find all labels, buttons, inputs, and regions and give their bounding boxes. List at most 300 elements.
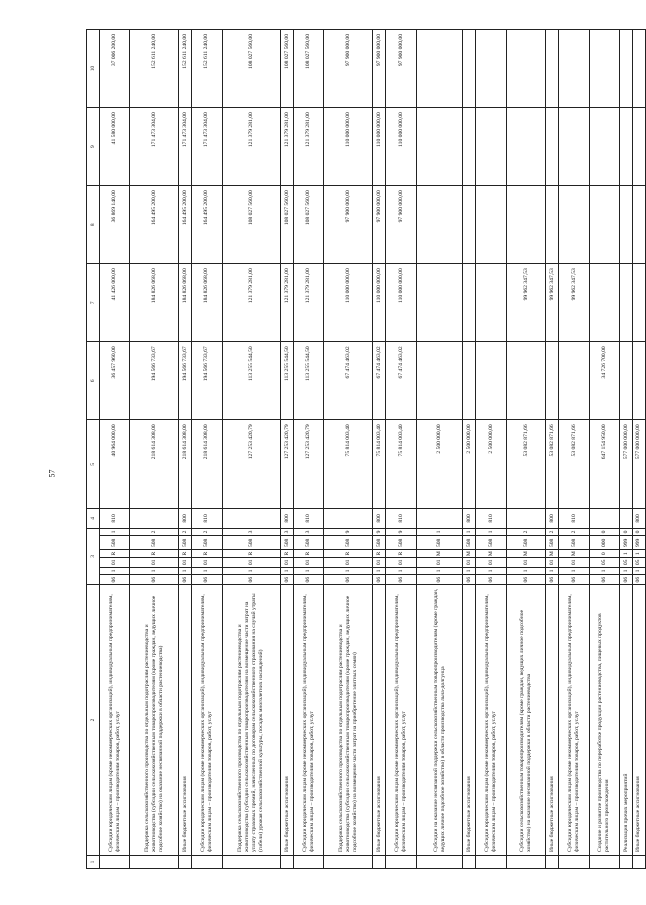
amount-v9: 110 000 000,00 bbox=[386, 108, 416, 186]
amount-v8 bbox=[559, 186, 589, 264]
amount-v9 bbox=[476, 108, 506, 186]
amount-v6: 194 566 733,67 bbox=[130, 342, 179, 420]
table-row bbox=[99, 30, 129, 869]
amount-v8: 36 869 140,00 bbox=[99, 186, 129, 264]
amount-v6 bbox=[620, 342, 633, 420]
target-code-part: М bbox=[506, 550, 546, 558]
amount-v7: 110 000 000,00 bbox=[324, 264, 373, 342]
amount-v10: 97 900 000,00 bbox=[324, 30, 373, 108]
amount-v6: 67 474 463,02 bbox=[386, 342, 416, 420]
target-code-part: R bbox=[222, 550, 280, 558]
expense-type bbox=[620, 509, 633, 529]
table-row bbox=[546, 30, 559, 869]
expense-type: 800 bbox=[546, 509, 559, 529]
amount-v5: 127 253 420,79 bbox=[293, 420, 323, 509]
column-number: 1 bbox=[87, 856, 100, 869]
amount-v10 bbox=[559, 30, 589, 108]
expense-type: 800 bbox=[179, 509, 192, 529]
row-name: Субсидии на оказание несвязанной поддержки сельскохозяйственным товаропроизводителям (кроме граждан, ведущих личное подсобное хозяйство) в области производства льна-долгунца bbox=[416, 585, 463, 856]
amount-v5: 577 000 000,00 bbox=[620, 420, 633, 509]
target-code-part: 508 bbox=[324, 536, 373, 550]
amount-v6 bbox=[546, 342, 559, 420]
target-code-part: М bbox=[476, 550, 506, 558]
amount-v7 bbox=[620, 264, 633, 342]
row-marker-cell bbox=[463, 856, 476, 869]
column-number: 8 bbox=[87, 186, 100, 264]
expense-type bbox=[222, 509, 280, 529]
target-code-part: 1 bbox=[589, 567, 619, 575]
target-code-part: 508 bbox=[506, 536, 546, 550]
row-name: Иные бюджетные ассигнования bbox=[632, 585, 645, 856]
row-marker-cell bbox=[506, 856, 546, 869]
amount-v6: 34 726 700,00 bbox=[589, 342, 619, 420]
amount-v9: 171 473 304,00 bbox=[130, 108, 179, 186]
amount-v5: 218 614 308,00 bbox=[179, 420, 192, 509]
amount-v7: 110 000 000,00 bbox=[386, 264, 416, 342]
target-code-part: 06 bbox=[620, 575, 633, 585]
amount-v9: 171 473 304,00 bbox=[192, 108, 222, 186]
target-code-part: 06 bbox=[476, 575, 506, 585]
target-code-part: 06 bbox=[506, 575, 546, 585]
target-code-part: 06 bbox=[130, 575, 179, 585]
target-code-part: 1 bbox=[416, 528, 463, 536]
amount-v10: 97 900 000,00 bbox=[373, 30, 386, 108]
column-number: 2 bbox=[87, 585, 100, 856]
amount-v10 bbox=[546, 30, 559, 108]
table-row bbox=[589, 30, 619, 869]
amount-v5: 2 500 000,00 bbox=[463, 420, 476, 509]
row-marker-cell bbox=[476, 856, 506, 869]
amount-v5: 40 964 000,00 bbox=[99, 420, 129, 509]
amount-v7: 121 379 281,00 bbox=[281, 264, 294, 342]
row-marker-cell bbox=[632, 856, 645, 869]
amount-v9 bbox=[463, 108, 476, 186]
target-code-part: 01 bbox=[281, 557, 294, 567]
row-name: Поддержка сельскохозяйственного производства по отдельным подотраслям растениеводства и животноводства (субсидии сельскохозяйственным товаропроизводителям (кроме граждан, ведущих личное подсобное хозяйство) на оказание несвязанной поддержки в области растениеводства) bbox=[130, 585, 179, 856]
target-code-part: 01 bbox=[324, 557, 373, 567]
amount-v8: 97 900 000,00 bbox=[386, 186, 416, 264]
amount-v9: 110 000 000,00 bbox=[373, 108, 386, 186]
amount-v10 bbox=[589, 30, 619, 108]
target-code-part: 999 bbox=[620, 536, 633, 550]
amount-v6: 36 457 960,00 bbox=[99, 342, 129, 420]
target-code-part: 01 bbox=[559, 557, 589, 567]
table-row bbox=[281, 30, 294, 869]
amount-v6: 194 566 733,67 bbox=[192, 342, 222, 420]
amount-v10 bbox=[476, 30, 506, 108]
target-code-part: 1 bbox=[179, 567, 192, 575]
target-code-part: 05 bbox=[620, 557, 633, 567]
target-code-part: 06 bbox=[222, 575, 280, 585]
amount-v7 bbox=[476, 264, 506, 342]
target-code-part: 1 bbox=[476, 528, 506, 536]
target-code-part: R bbox=[386, 550, 416, 558]
amount-v5: 75 814 003,40 bbox=[386, 420, 416, 509]
amount-v8: 164 495 200,00 bbox=[179, 186, 192, 264]
amount-v9 bbox=[620, 108, 633, 186]
amount-v10 bbox=[463, 30, 476, 108]
target-code-part: R bbox=[130, 550, 179, 558]
amount-v10 bbox=[416, 30, 463, 108]
expense-type: 800 bbox=[373, 509, 386, 529]
target-code-part: 0 bbox=[589, 550, 619, 558]
target-code-part: R bbox=[324, 550, 373, 558]
target-code-part: 01 bbox=[546, 557, 559, 567]
row-marker-cell bbox=[620, 856, 633, 869]
amount-v6: 194 566 733,67 bbox=[179, 342, 192, 420]
target-code-part: 06 bbox=[324, 575, 373, 585]
target-code-part: 06 bbox=[386, 575, 416, 585]
target-code-part: 01 bbox=[463, 557, 476, 567]
amount-v10 bbox=[620, 30, 633, 108]
table-row bbox=[130, 30, 179, 869]
amount-v8: 97 900 000,00 bbox=[324, 186, 373, 264]
amount-v8: 97 900 000,00 bbox=[373, 186, 386, 264]
row-marker-cell bbox=[293, 856, 323, 869]
target-code-part: R bbox=[281, 550, 294, 558]
target-code-part: 2 bbox=[546, 528, 559, 536]
amount-v6: 67 474 463,02 bbox=[373, 342, 386, 420]
target-code-part: 508 bbox=[99, 536, 129, 550]
amount-v7: 184 826 068,00 bbox=[192, 264, 222, 342]
table-row bbox=[632, 30, 645, 869]
row-name: Иные бюджетные ассигнования bbox=[281, 585, 294, 856]
target-code-part: 508 bbox=[463, 536, 476, 550]
target-code-part: 01 bbox=[130, 557, 179, 567]
target-code-part: 1 bbox=[222, 567, 280, 575]
amount-v10: 97 900 000,00 bbox=[386, 30, 416, 108]
target-code-part: 508 bbox=[476, 536, 506, 550]
amount-v6: 113 255 544,50 bbox=[281, 342, 294, 420]
target-code-part: 05 bbox=[632, 557, 645, 567]
column-number: 10 bbox=[87, 30, 100, 108]
table-row bbox=[506, 30, 546, 869]
target-code-part: 06 bbox=[281, 575, 294, 585]
amount-v7: 99 962 347,53 bbox=[546, 264, 559, 342]
amount-v6: 113 255 544,50 bbox=[222, 342, 280, 420]
target-code-part: 3 bbox=[281, 528, 294, 536]
column-number-row bbox=[87, 30, 100, 869]
amount-v8 bbox=[632, 186, 645, 264]
target-code-part: 06 bbox=[463, 575, 476, 585]
amount-v7: 99 962 347,53 bbox=[559, 264, 589, 342]
target-code-part: 1 bbox=[476, 567, 506, 575]
amount-v7 bbox=[589, 264, 619, 342]
target-code-part: 2 bbox=[506, 528, 546, 536]
target-code-part: 05 bbox=[589, 557, 619, 567]
amount-v8: 108 027 560,00 bbox=[281, 186, 294, 264]
table-row bbox=[620, 30, 633, 869]
target-code-part: 06 bbox=[192, 575, 222, 585]
amount-v10: 108 027 560,00 bbox=[293, 30, 323, 108]
row-name: Создание и развитие производства по переработке продукции растениеводства, пищевых продуктов растительного происхождения bbox=[589, 585, 619, 856]
amount-v9 bbox=[506, 108, 546, 186]
amount-v5: 53 082 871,66 bbox=[559, 420, 589, 509]
target-code-part: 01 bbox=[192, 557, 222, 567]
amount-v7 bbox=[463, 264, 476, 342]
expense-type: 800 bbox=[281, 509, 294, 529]
target-code-part: 0 bbox=[620, 528, 633, 536]
target-code-part: 1 bbox=[632, 567, 645, 575]
target-code-part: 01 bbox=[99, 557, 129, 567]
expense-type: 810 bbox=[192, 509, 222, 529]
amount-v6 bbox=[506, 342, 546, 420]
row-name: Субсидии юридическим лицам (кроме некоммерческих организаций), индивидуальным предпринимателям, физическим лицам – производителям товаров, работ, услуг bbox=[559, 585, 589, 856]
amount-v5: 53 082 871,66 bbox=[506, 420, 546, 509]
table-row bbox=[293, 30, 323, 869]
row-marker-cell bbox=[222, 856, 280, 869]
target-code-part: 06 bbox=[416, 575, 463, 585]
amount-v9 bbox=[416, 108, 463, 186]
amount-v7 bbox=[632, 264, 645, 342]
target-code-part: 3 bbox=[293, 528, 323, 536]
amount-v9: 41 580 000,00 bbox=[99, 108, 129, 186]
expense-type bbox=[324, 509, 373, 529]
target-code-part: 0 bbox=[632, 528, 645, 536]
row-marker-cell bbox=[373, 856, 386, 869]
row-name: Субсидии юридическим лицам (кроме некоммерческих организаций), индивидуальным предпринимателям, физическим лицам – производителям товаров, работ, услуг bbox=[192, 585, 222, 856]
table-row bbox=[559, 30, 589, 869]
target-code-part: 2 bbox=[192, 528, 222, 536]
row-name: Поддержка сельскохозяйственного производства по отдельным подотраслям растениеводства и животноводства (субсидии сельскохозяйственным товаропроизводителям на возмещение части затрат на уплату страховых премий, начисленных по договорам сельскохозяйственного страхования на случай утраты (гибели) урожая сельскохозяйственной культуры, посадок многолетних насаждений) bbox=[222, 585, 280, 856]
target-code-part: 1 bbox=[620, 550, 633, 558]
amount-v6 bbox=[463, 342, 476, 420]
target-code-part: 06 bbox=[632, 575, 645, 585]
row-marker-cell bbox=[99, 856, 129, 869]
amount-v7: 184 826 068,00 bbox=[130, 264, 179, 342]
target-code-part: 06 bbox=[293, 575, 323, 585]
row-marker-cell bbox=[546, 856, 559, 869]
amount-v10: 152 611 240,00 bbox=[130, 30, 179, 108]
row-marker-cell bbox=[324, 856, 373, 869]
target-code-part: 01 bbox=[179, 557, 192, 567]
amount-v7: 110 000 000,00 bbox=[373, 264, 386, 342]
amount-v8 bbox=[476, 186, 506, 264]
target-code-part: 508 bbox=[281, 536, 294, 550]
amount-v5: 127 253 420,79 bbox=[222, 420, 280, 509]
row-name: Иные бюджетные ассигнования bbox=[179, 585, 192, 856]
table-row bbox=[416, 30, 463, 869]
target-code-part: 1 bbox=[506, 567, 546, 575]
target-code-part: 2 bbox=[559, 528, 589, 536]
target-code-part: 1 bbox=[293, 567, 323, 575]
row-marker-cell bbox=[589, 856, 619, 869]
row-name: Субсидии юридическим лицам (кроме некоммерческих организаций), индивидуальным предпринимателям, физическим лицам – производителям товаров, работ, услуг bbox=[476, 585, 506, 856]
amount-v7: 41 426 000,00 bbox=[99, 264, 129, 342]
target-code-part: 2 bbox=[179, 528, 192, 536]
amount-v7: 99 962 347,53 bbox=[506, 264, 546, 342]
target-code-part: 3 bbox=[222, 528, 280, 536]
target-code-part: 508 bbox=[546, 536, 559, 550]
target-code-part: М bbox=[416, 550, 463, 558]
amount-v5: 647 154 950,00 bbox=[589, 420, 619, 509]
amount-v9 bbox=[632, 108, 645, 186]
amount-v5: 2 500 000,00 bbox=[476, 420, 506, 509]
column-number: 6 bbox=[87, 342, 100, 420]
amount-v9 bbox=[546, 108, 559, 186]
target-code-part: 508 bbox=[559, 536, 589, 550]
row-marker-cell bbox=[559, 856, 589, 869]
amount-v7: 121 379 281,00 bbox=[293, 264, 323, 342]
row-name: Реализация прочих мероприятий bbox=[620, 585, 633, 856]
amount-v9: 121 379 281,00 bbox=[281, 108, 294, 186]
target-code-part: 01 bbox=[293, 557, 323, 567]
row-name: Субсидии юридическим лицам (кроме некоммерческих организаций), индивидуальным предпринимателям, физическим лицам – производителям товаров, работ, услуг bbox=[293, 585, 323, 856]
amount-v5: 577 000 000,00 bbox=[632, 420, 645, 509]
target-code-part: 1 bbox=[416, 567, 463, 575]
target-code-part: R bbox=[179, 550, 192, 558]
target-code-part: 1 bbox=[463, 567, 476, 575]
target-code-part: 01 bbox=[506, 557, 546, 567]
amount-v7: 184 826 068,00 bbox=[179, 264, 192, 342]
target-code-part: 06 bbox=[99, 575, 129, 585]
target-code-part: 508 bbox=[373, 536, 386, 550]
target-code-part: 01 bbox=[416, 557, 463, 567]
target-code-part: 06 bbox=[546, 575, 559, 585]
target-code-part: 508 bbox=[386, 536, 416, 550]
target-code-part: 01 bbox=[373, 557, 386, 567]
target-code-part: 06 bbox=[373, 575, 386, 585]
row-marker-cell bbox=[386, 856, 416, 869]
target-code-part: 508 bbox=[179, 536, 192, 550]
target-code-part: 508 bbox=[130, 536, 179, 550]
amount-v10: 152 611 240,00 bbox=[192, 30, 222, 108]
budget-table bbox=[86, 29, 646, 869]
amount-v6: 113 255 544,50 bbox=[293, 342, 323, 420]
row-name: Субсидии юридическим лицам (кроме некоммерческих организаций), индивидуальным предпринимателям, физическим лицам – производителям товаров, работ, услуг bbox=[386, 585, 416, 856]
target-code-part: 508 bbox=[293, 536, 323, 550]
page-number: 57 bbox=[47, 469, 57, 477]
amount-v10: 152 611 240,00 bbox=[179, 30, 192, 108]
target-code-part: 1 bbox=[192, 567, 222, 575]
row-name: Субсидии сельскохозяйственным товаропроизводителям (кроме граждан, ведущих личное подсобное хозяйство) на оказание несвязанной поддержки в области растениеводства bbox=[506, 585, 546, 856]
amount-v6: 67 474 463,02 bbox=[324, 342, 373, 420]
table-row bbox=[373, 30, 386, 869]
amount-v9: 121 379 281,00 bbox=[293, 108, 323, 186]
row-name: Субсидии юридическим лицам (кроме некоммерческих организаций), индивидуальным предпринимателям, физическим лицам – производителям товаров, работ, услуг bbox=[99, 585, 129, 856]
amount-v6 bbox=[416, 342, 463, 420]
column-number: 3 bbox=[87, 528, 100, 584]
target-code-part: 06 bbox=[589, 575, 619, 585]
amount-v10: 37 006 200,00 bbox=[99, 30, 129, 108]
target-code-part: 508 bbox=[222, 536, 280, 550]
expense-type: 810 bbox=[99, 509, 129, 529]
amount-v8 bbox=[546, 186, 559, 264]
expense-type: 810 bbox=[559, 509, 589, 529]
row-marker-cell bbox=[192, 856, 222, 869]
target-code-part: 1 bbox=[281, 567, 294, 575]
target-code-part: 9 bbox=[324, 528, 373, 536]
target-code-part: 1 bbox=[620, 567, 633, 575]
amount-v6 bbox=[559, 342, 589, 420]
amount-v8 bbox=[416, 186, 463, 264]
expense-type bbox=[589, 509, 619, 529]
row-marker-cell bbox=[179, 856, 192, 869]
amount-v8 bbox=[620, 186, 633, 264]
table-row bbox=[386, 30, 416, 869]
column-number: 5 bbox=[87, 420, 100, 509]
target-code-part: 1 bbox=[559, 567, 589, 575]
amount-v5: 218 614 308,00 bbox=[192, 420, 222, 509]
amount-v10: 108 027 560,00 bbox=[281, 30, 294, 108]
expense-type bbox=[130, 509, 179, 529]
amount-v10 bbox=[632, 30, 645, 108]
target-code-part: 1 bbox=[99, 528, 129, 536]
expense-type: 800 bbox=[632, 509, 645, 529]
target-code-part: R bbox=[99, 550, 129, 558]
amount-v5: 75 814 003,40 bbox=[324, 420, 373, 509]
column-number: 7 bbox=[87, 264, 100, 342]
amount-v7 bbox=[416, 264, 463, 342]
amount-v5: 127 253 420,79 bbox=[281, 420, 294, 509]
row-name: Поддержка сельскохозяйственного производства по отдельным подотраслям растениеводства и животноводства (субсидии сельскохозяйственным товаропроизводителям (кроме граждан, ведущих личное подсобное хозяйство) на возмещение части затрат на приобретение элитных семян) bbox=[324, 585, 373, 856]
expense-type: 810 bbox=[386, 509, 416, 529]
target-code-part: 01 bbox=[222, 557, 280, 567]
target-code-part: 01 bbox=[386, 557, 416, 567]
table-row bbox=[324, 30, 373, 869]
target-code-part: М bbox=[463, 550, 476, 558]
target-code-part: 999 bbox=[632, 536, 645, 550]
target-code-part: 1 bbox=[130, 567, 179, 575]
amount-v5: 53 082 871,66 bbox=[546, 420, 559, 509]
target-code-part: 9 bbox=[386, 528, 416, 536]
amount-v10 bbox=[506, 30, 546, 108]
amount-v8: 164 495 200,00 bbox=[130, 186, 179, 264]
amount-v8 bbox=[506, 186, 546, 264]
table-row bbox=[476, 30, 506, 869]
target-code-part: 1 bbox=[463, 528, 476, 536]
column-number: 4 bbox=[87, 509, 100, 529]
amount-v9 bbox=[589, 108, 619, 186]
expense-type: 810 bbox=[476, 509, 506, 529]
amount-v8 bbox=[589, 186, 619, 264]
target-code-part: 000 bbox=[589, 536, 619, 550]
target-code-part: 2 bbox=[130, 528, 179, 536]
target-code-part: М bbox=[546, 550, 559, 558]
amount-v9: 110 000 000,00 bbox=[324, 108, 373, 186]
target-code-part: 508 bbox=[416, 536, 463, 550]
target-code-part: 1 bbox=[373, 567, 386, 575]
amount-v8: 108 027 560,00 bbox=[293, 186, 323, 264]
target-code-part: 0 bbox=[589, 528, 619, 536]
table-row bbox=[192, 30, 222, 869]
row-marker-cell bbox=[416, 856, 463, 869]
amount-v7: 121 379 281,00 bbox=[222, 264, 280, 342]
table-row bbox=[463, 30, 476, 869]
amount-v10: 108 027 560,00 bbox=[222, 30, 280, 108]
amount-v8: 164 495 200,00 bbox=[192, 186, 222, 264]
target-code-part: 1 bbox=[632, 550, 645, 558]
rotated-page bbox=[86, 29, 646, 869]
row-marker-cell bbox=[130, 856, 179, 869]
row-name: Иные бюджетные ассигнования bbox=[463, 585, 476, 856]
expense-type bbox=[506, 509, 546, 529]
amount-v9 bbox=[559, 108, 589, 186]
table-row bbox=[222, 30, 280, 869]
amount-v8: 108 027 560,00 bbox=[222, 186, 280, 264]
table-row bbox=[179, 30, 192, 869]
target-code-part: 01 bbox=[476, 557, 506, 567]
target-code-part: R bbox=[192, 550, 222, 558]
amount-v9: 121 379 281,00 bbox=[222, 108, 280, 186]
target-code-part: 06 bbox=[179, 575, 192, 585]
expense-type: 810 bbox=[293, 509, 323, 529]
target-code-part: R bbox=[293, 550, 323, 558]
amount-v8 bbox=[463, 186, 476, 264]
amount-v6 bbox=[632, 342, 645, 420]
target-code-part: 06 bbox=[559, 575, 589, 585]
target-code-part: 1 bbox=[546, 567, 559, 575]
